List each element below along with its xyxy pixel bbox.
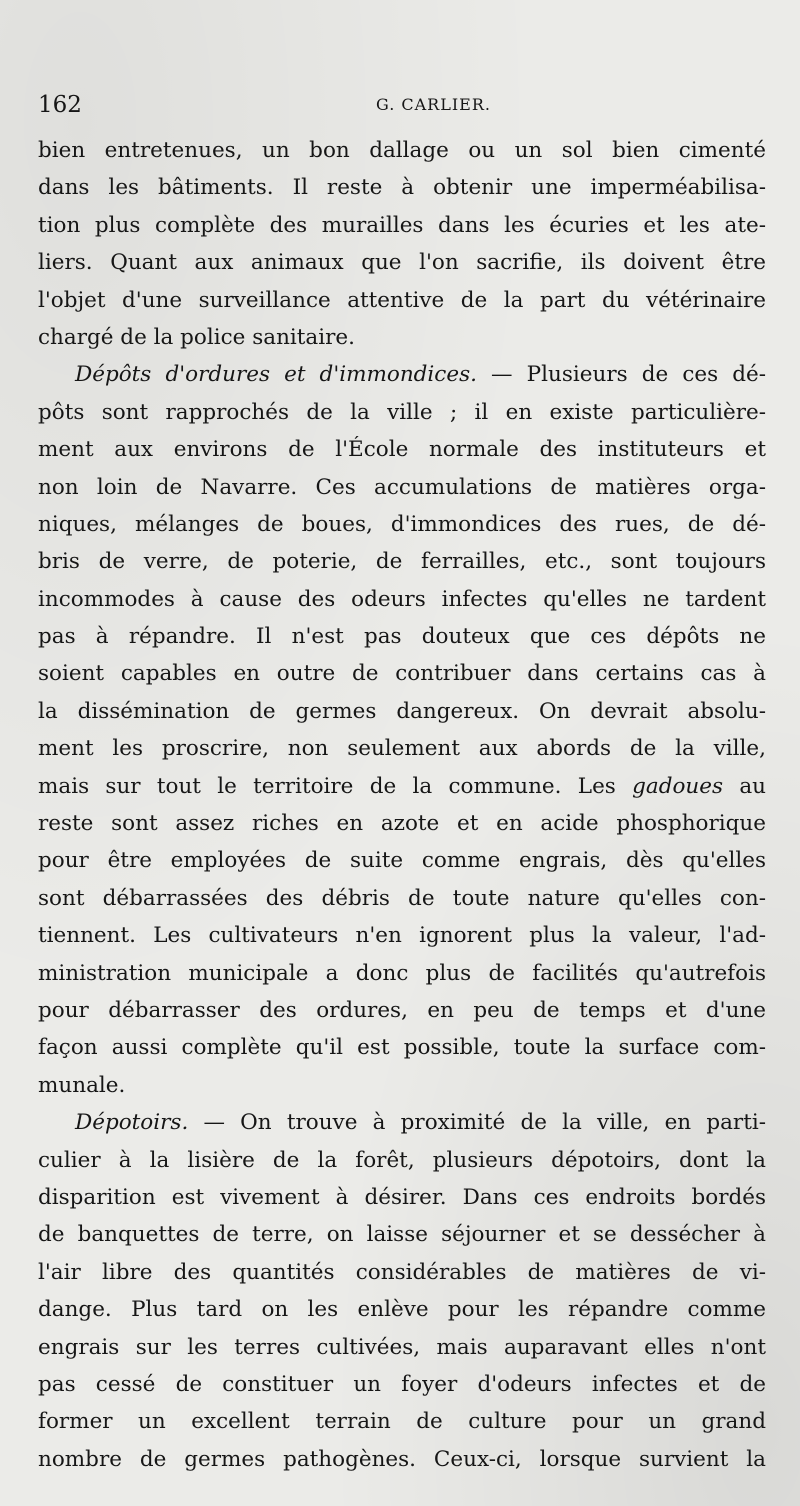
line-text: soient capables en outre de contribuer dans certains cas à [38,661,766,687]
body-text [38,132,766,1478]
text-line [38,394,766,431]
text-line [38,693,766,730]
line-text: nombre de germes pathogènes. Ceux-ci, lorsque survient la [38,1446,766,1472]
text-line [38,431,766,468]
line-text: dans les bâtiments. Il reste à obtenir une imperméabilisa- [38,175,766,201]
line-text: pour débarrasser des ordures, en peu de temps et d'une [38,997,766,1023]
line-text: ment aux environs de l'École normale des instituteurs et [38,437,766,463]
running-head: G. CARLIER. [376,95,491,114]
text-line [38,282,766,319]
text-line [38,1366,766,1403]
line-text: la dissémination de germes dangereux. On devrait absolu- [38,698,766,724]
line-text: tiennent. Les cultivateurs n'en ignorent plus la valeur, l'ad- [38,923,766,949]
text-line [38,1329,766,1366]
line-text: munale. [38,1072,126,1098]
line-text: culier à la lisière de la forêt, plusieurs dépotoirs, dont la [38,1147,766,1173]
text-line [38,1403,766,1440]
text-line [38,768,766,805]
text-line [38,543,766,580]
text-line [38,581,766,618]
text-line [38,917,766,954]
text-line [38,1142,766,1179]
text-line [38,469,766,506]
line-text: l'objet d'une surveillance attentive de la part du vétérinaire [38,287,766,313]
line-text: liers. Quant aux animaux que l'on sacrifie, ils doivent être [38,250,766,276]
text-line [38,319,766,356]
line-text: — On trouve à proximité de la ville, en parti- [188,1110,766,1136]
line-text: reste sont assez riches en azote et en acide phosphorique [38,811,766,837]
line-text: bris de verre, de poterie, de ferrailles, etc., sont toujours [38,549,766,575]
line-text: bien entretenues, un bon dallage ou un sol bien cimenté [38,138,766,163]
line-text: pas cessé de constituer un foyer d'odeurs infectes et de [38,1371,766,1397]
text-line [38,169,766,206]
text-line [38,618,766,655]
text-line [38,1216,766,1253]
text-line [38,805,766,842]
line-text: disparition est vivement à désirer. Dans ces endroits bordés [38,1184,766,1210]
line-text: pour être employées de suite comme engrais, dès qu'elles [38,848,766,874]
text-line [38,1029,766,1066]
line-text: niques, mélanges de boues, d'immondices des rues, de dé- [38,511,766,537]
text-line [38,1067,766,1104]
text-line [38,992,766,1029]
italic-term: gadoues [632,773,724,799]
line-text: engrais sur les terres cultivées, mais auparavant elles n'ont [38,1334,766,1360]
text-line [38,1104,766,1141]
line-text: — Plusieurs de ces dé- [476,362,766,388]
line-text: l'air libre des quantités considérables de matières de vi- [38,1259,766,1285]
text-line [38,1291,766,1328]
line-text: de banquettes de terre, on laisse séjourner et se dessécher à [38,1222,766,1248]
line-text: sont débarrassées des débris de toute nature qu'elles con- [38,885,766,911]
line-text: tion plus complète des murailles dans les écuries et les ate- [38,212,766,238]
text-line [38,506,766,543]
line-text: chargé de la police sanitaire. [38,324,355,350]
text-line [38,955,766,992]
section-heading: Dépotoirs. [75,1110,189,1136]
text-line [38,1179,766,1216]
text-line [38,730,766,767]
text-line [38,655,766,692]
line-text: ment les proscrire, non seulement aux abords de la ville, [38,736,766,762]
page-header [38,88,758,122]
line-text: pôts sont rapprochés de la ville ; il en existe particulière- [38,399,766,425]
text-line [38,880,766,917]
text-line [38,244,766,281]
text-line [38,1441,766,1478]
line-text: incommodes à cause des odeurs infectes qu'elles ne tardent [38,586,766,612]
text-line [38,356,766,393]
line-text: pas à répandre. Il n'est pas douteux que ces dépôts ne [38,624,766,650]
section-heading: Dépôts d'ordures et d'immondices. [75,362,477,388]
text-line [38,132,766,169]
line-text: non loin de Navarre. Ces accumulations de matières orga- [38,474,766,500]
line-text: ministration municipale a donc plus de facilités qu'autrefois [38,960,766,986]
line-text: former un excellent terrain de culture pour un grand [38,1409,766,1435]
line-text: dange. Plus tard on les enlève pour les répandre comme [38,1297,766,1323]
text-line [38,207,766,244]
line-text: au [723,773,767,799]
page-number: 162 [38,92,82,118]
text-line [38,842,766,879]
line-text: mais sur tout le territoire de la commune. Les [38,773,633,799]
text-line [38,1254,766,1291]
line-text: façon aussi complète qu'il est possible, toute la surface com- [38,1035,766,1061]
